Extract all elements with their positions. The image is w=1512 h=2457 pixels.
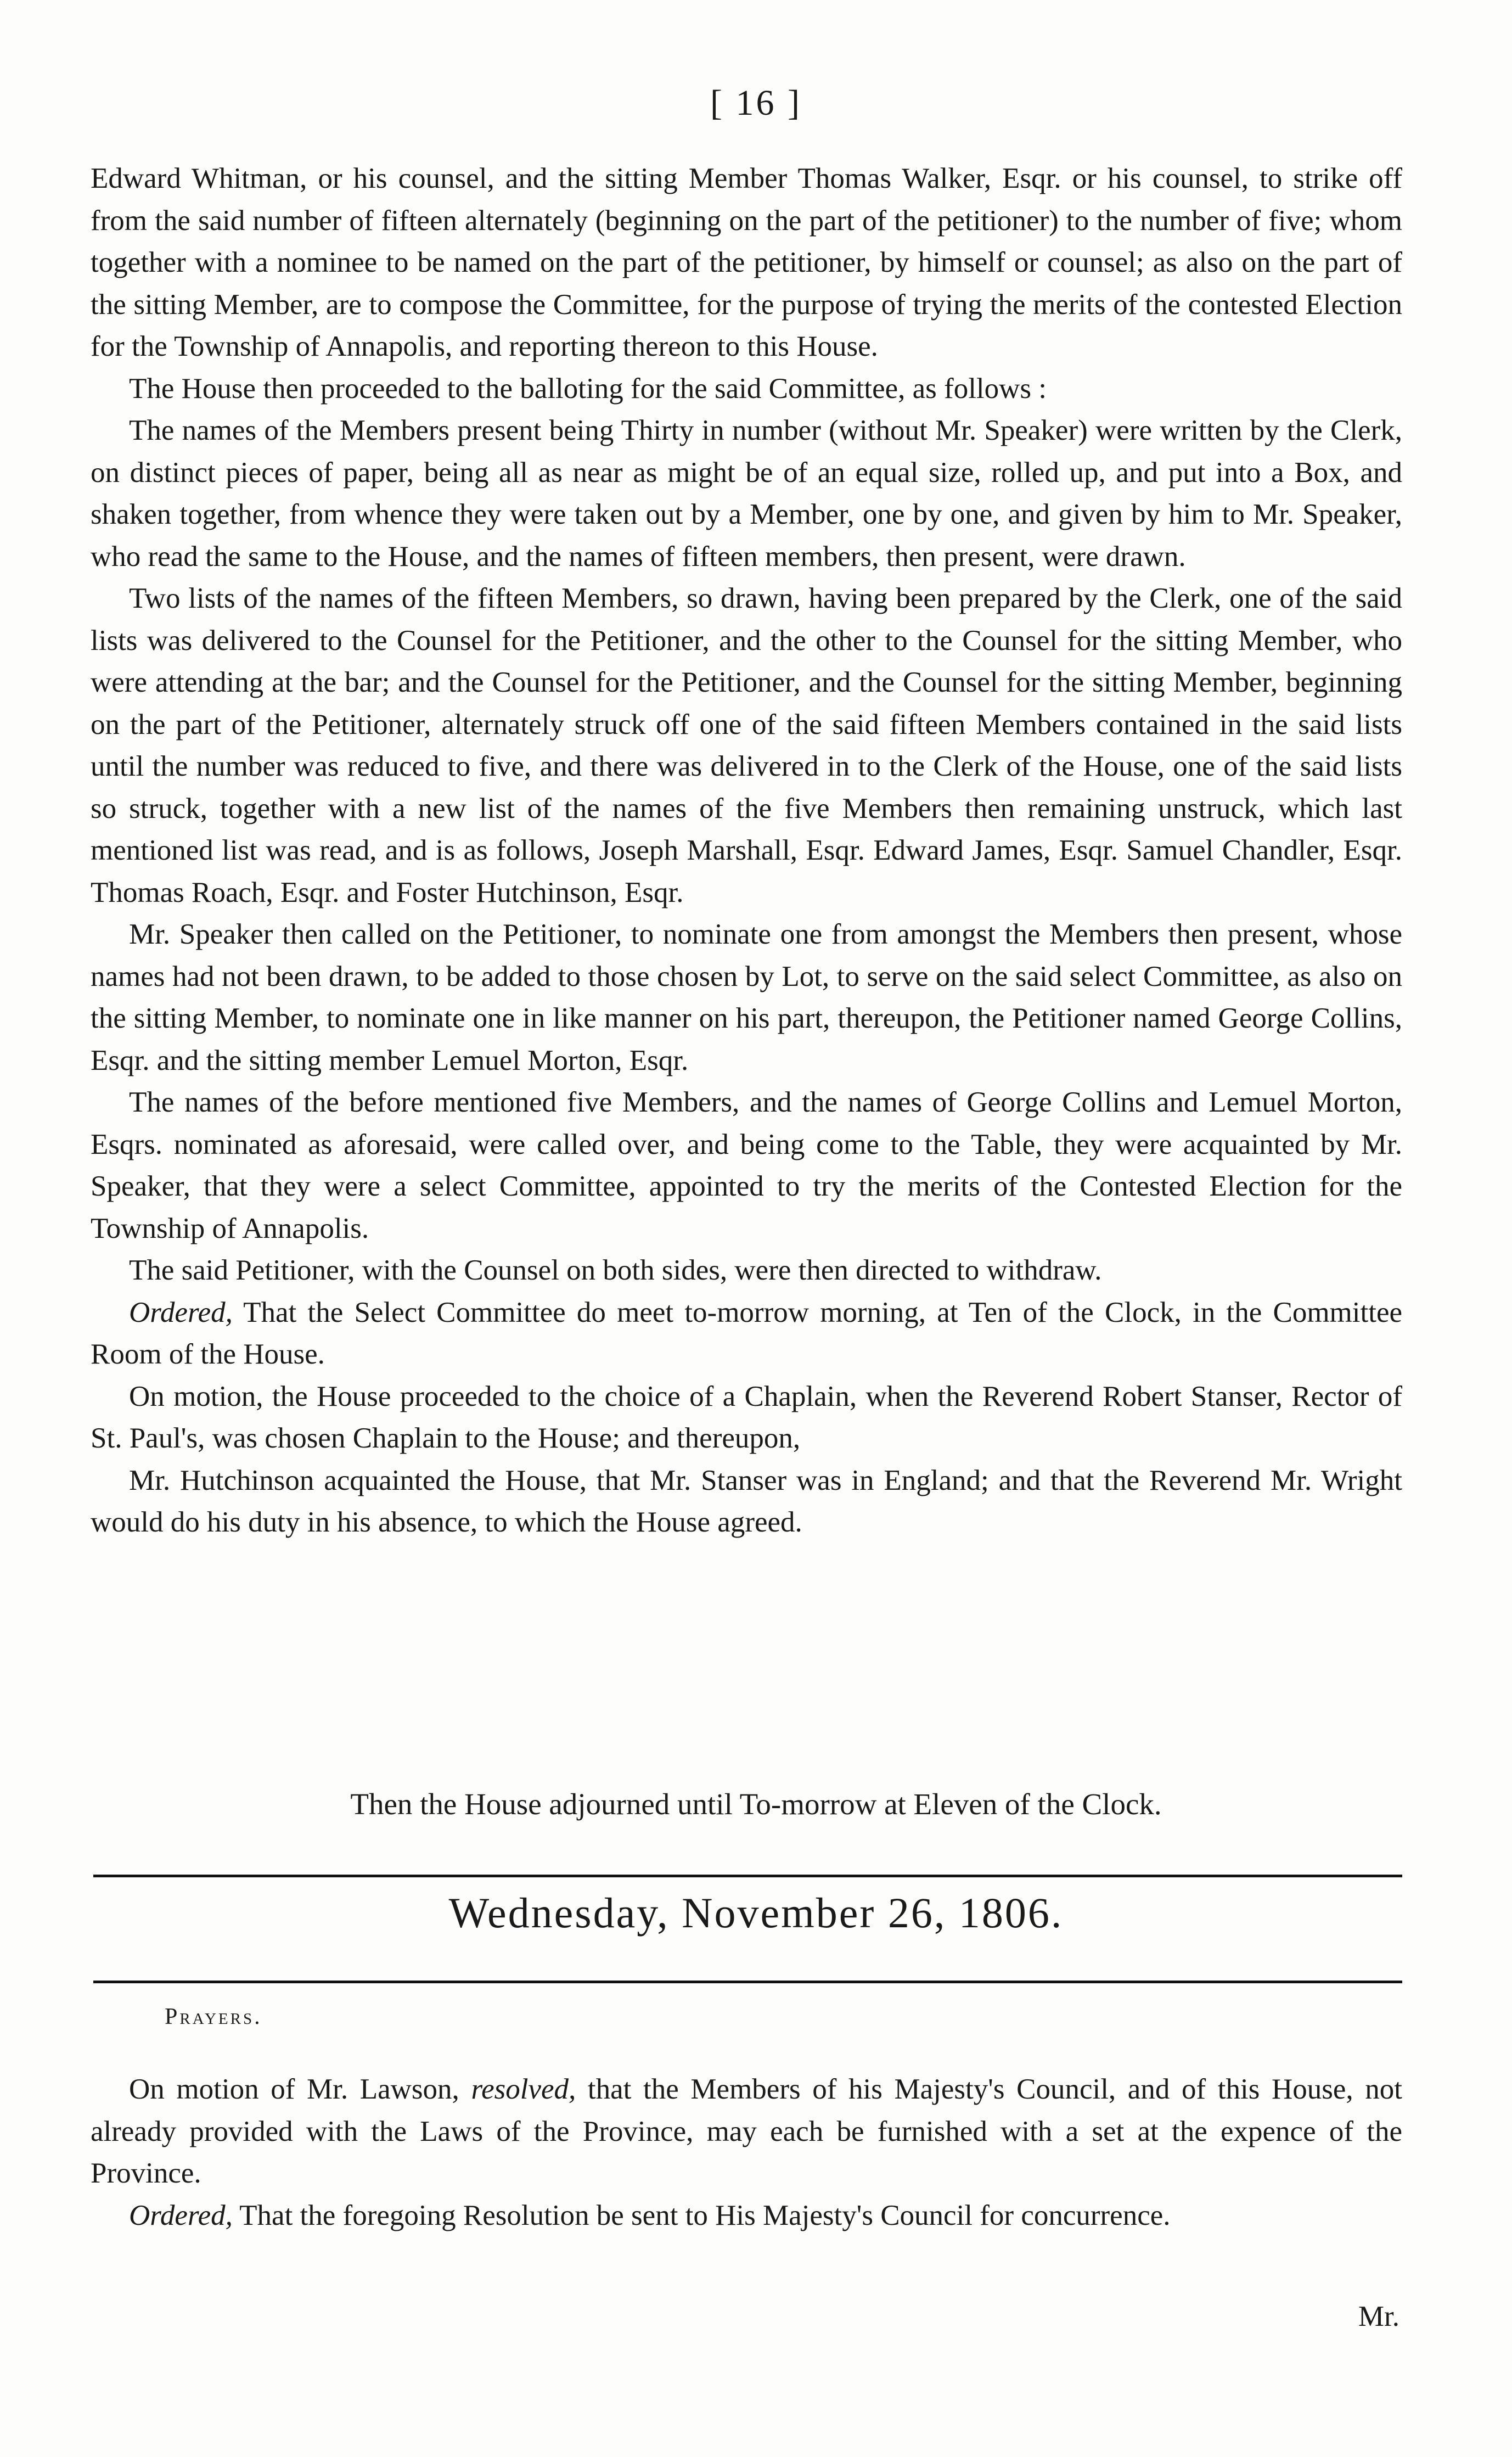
- divider-rule: [93, 1875, 1402, 1877]
- prayers-heading: Prayers.: [165, 2004, 262, 2029]
- paragraph-ordered: [91, 1292, 1402, 1376]
- date-heading: Wednesday, November 26, 1806.: [448, 1889, 1064, 1937]
- paragraph: On motion, the House proceeded to the choice of a Chaplain, when the Reverend Robert Stanser, Rector of St. Paul's, was chosen Chaplain to the House; and thereupon,: [91, 1380, 1402, 1454]
- paragraph: Mr. Hutchinson acquainted the House, that Mr. Stanser was in England; and that the Reverend Mr. Wright would do his duty in his absence, to which the House agreed.: [91, 1464, 1402, 1538]
- page-number: [ 16 ]: [710, 83, 802, 123]
- ordered-lead: Ordered,: [129, 1296, 233, 1328]
- resolved-text: that the Members of his Majesty's Council, and of this House, not already provided with the Laws of the Province, may each be furnished with a set at the expence of the Province.: [91, 2073, 1403, 2189]
- adjournment-line: Then the House adjourned until To-morrow at Eleven of the Clock.: [350, 1787, 1162, 1821]
- paragraph: Mr. Speaker then called on the Petitioner, to nominate one from amongst the Members then present, whose names had not been drawn, to be added to those chosen by Lot, to serve on the said select Committee, as also on the sitting Member, to nominate one in like manner on his part, thereupon, the Petitioner named George Collins, Esqr. and the sitting member Lemuel Morton, Esqr.: [91, 918, 1402, 1076]
- ordered-text: That the Select Committee do meet to-morrow morning, at Ten of the Clock, in the Committee Room of the House.: [91, 1296, 1402, 1370]
- resolved-lead: resolved,: [471, 2073, 576, 2105]
- paragraph: The names of the before mentioned five Members, and the names of George Collins and Lemuel Morton, Esqrs. nominated as aforesaid, were called over, and being come to the Table, they were acquainted by Mr. Speaker, that they were a select Committee, appointed to try the merits of the Contested Election for the Township of Annapolis.: [91, 1086, 1402, 1244]
- catchword: Mr.: [1358, 2301, 1399, 2332]
- proceedings-block: [91, 158, 1402, 1544]
- paragraph: Two lists of the names of the fifteen Members, so drawn, having been prepared by the Clerk, one of the said lists was delivered to the Counsel for the Petitioner, and the other to the Counsel for the sitting Member, who were attending at the bar; and the Counsel for the Petitioner, and the Counsel for the sitting Member, beginning on the part of the Petitioner, alternately struck off one of the said fifteen Members contained in the said lists until the number was reduced to five, and there was delivered in to the Clerk of the House, one of the said lists so struck, together with a new list of the names of the five Members then remaining unstruck, which last mentioned list was read, and is as follows, Joseph Marshall, Esqr. Edward James, Esqr. Samuel Chandler, Esqr. Thomas Roach, Esqr. and Foster Hutchinson, Esqr.: [91, 582, 1402, 908]
- ordered-text: That the foregoing Resolution be sent to His Majesty's Council for concurrence.: [232, 2199, 1171, 2231]
- paragraph-ordered: [91, 2195, 1402, 2237]
- paragraph: Edward Whitman, or his counsel, and the sitting Member Thomas Walker, Esqr. or his counsel, to strike off from the said number of fifteen alternately (beginning on the part of the petitioner) to the number of five; whom together with a nominee to be named on the part of the petitioner, by himself or counsel; as also on the part of the sitting Member, are to compose the Committee, for the purpose of trying the merits of the contested Election for the Township of Annapolis, and reporting thereon to this House.: [91, 162, 1402, 362]
- resolved-pre: On motion of Mr. Lawson,: [129, 2073, 471, 2105]
- paragraph: The House then proceeded to the balloting for the said Committee, as follows :: [129, 372, 1047, 405]
- paragraph-resolved: [91, 2068, 1402, 2195]
- paragraph: The said Petitioner, with the Counsel on both sides, were then directed to withdraw.: [129, 1254, 1102, 1286]
- proceedings-block-2: [91, 2068, 1402, 2236]
- divider-rule: [93, 1981, 1402, 1983]
- ordered-lead: Ordered,: [129, 2199, 233, 2231]
- paragraph: The names of the Members present being Thirty in number (without Mr. Speaker) were written by the Clerk, on distinct pieces of paper, being all as near as might be of an equal size, rolled up, and put into a Box, and shaken together, from whence they were taken out by a Member, one by one, and given by him to Mr. Speaker, who read the same to the House, and the names of fifteen members, then present, were drawn.: [91, 414, 1402, 573]
